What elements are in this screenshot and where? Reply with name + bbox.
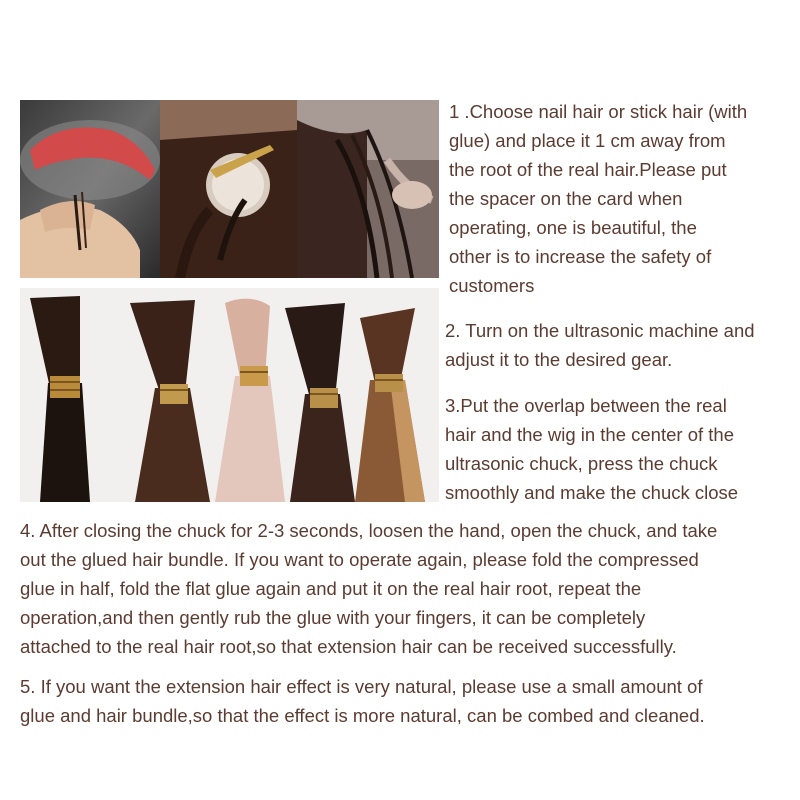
step-3-text: 3.Put the overlap between the real hair and the wig in the center of the ultrasonic chuck, press the chuck smoothly and make the chuck close — [445, 395, 739, 503]
step-5-text: 5. If you want the extension hair effect is very natural, please use a small amount of glue and hair bundle,so that the effect is more natural, can be combed and cleaned. — [20, 676, 705, 726]
step-4-text: 4. After closing the chuck for 2-3 seconds, loosen the hand, open the chuck, and take out the glued hair bundle. If you want to operate again, please fold the compressed glue in half, fold the flat glue again and put it on the real hair root, repeat the operation,and then gently rub the glue with your fingers, it can be completely attached to the real hair root,so that extension hair can be received successfully. — [20, 520, 718, 657]
hair-bundles-photo — [20, 288, 439, 502]
application-photo-left — [20, 100, 160, 278]
step-1-text: 1 .Choose nail hair or stick hair (with glue) and place it 1 cm away from the root of the real hair.Please put the spacer on the card when operating, one is beautiful, the other is to increase the safety of customers — [449, 101, 748, 296]
application-photo-right — [297, 100, 439, 278]
application-photo-middle — [160, 100, 297, 278]
step-2-text: 2. Turn on the ultrasonic machine and adjust it to the desired gear. — [445, 320, 755, 370]
